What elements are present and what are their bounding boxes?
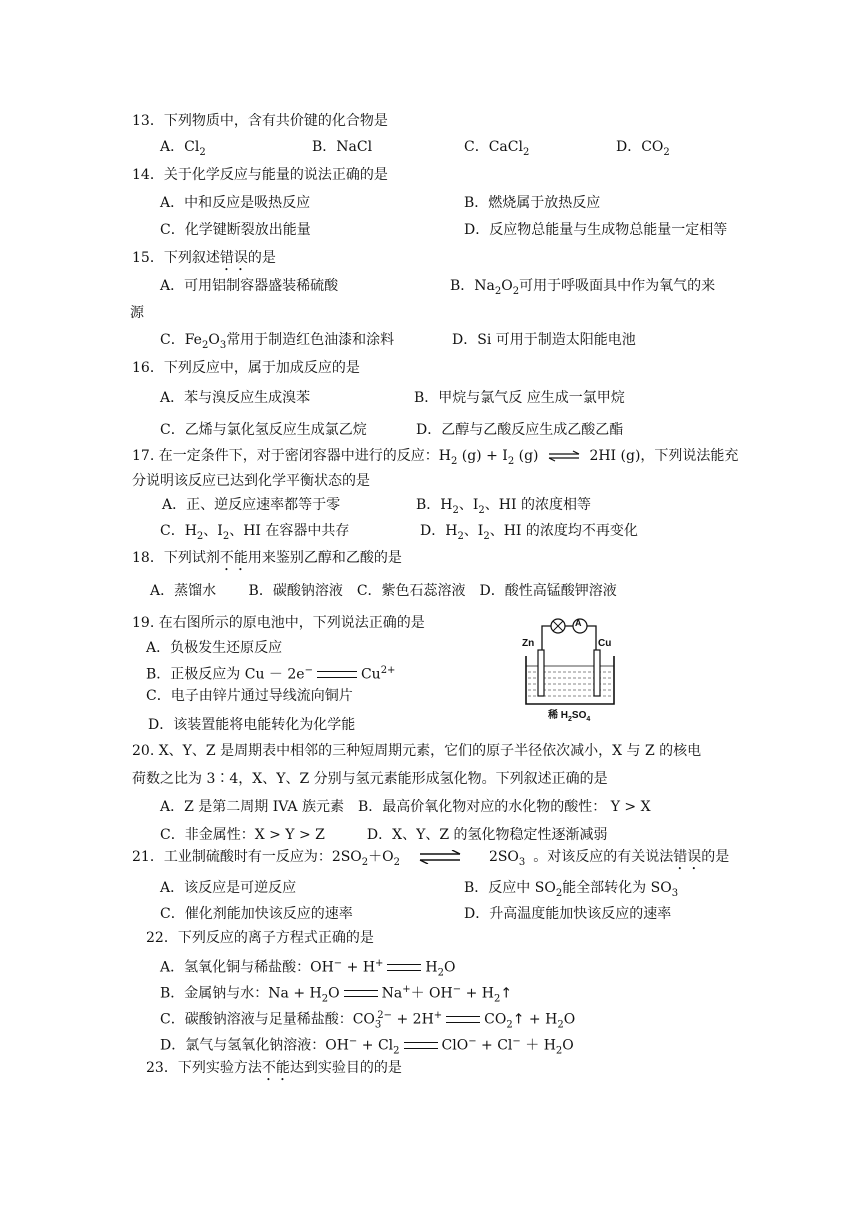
q16-option-d: D．乙醇与乙酸反应生成乙酸乙酯 bbox=[416, 422, 624, 438]
q14-option-a: A．中和反应是吸热反应 bbox=[160, 195, 311, 211]
q18-stem: 18．下列试剂不能用来鉴别乙醇和乙酸的是 bbox=[132, 550, 402, 566]
q22-option-c: C．碳酸钠溶液与足量稀盐酸：$CO_3^{2-} + 2H^+$ $CO_2↑ + H_2O$ bbox=[160, 1010, 576, 1031]
q14-option-b: B．燃烧属于放热反应 bbox=[464, 195, 601, 211]
q13-option-a: A．$Cl_2$ bbox=[160, 139, 206, 158]
q21-option-c: C．催化剂能加快该反应的速率 bbox=[160, 906, 353, 922]
equals-sign-icon bbox=[317, 671, 357, 678]
q15-option-b-wrap: 源 bbox=[130, 305, 144, 321]
q19-option-b: B．正极反应为 Cu － 2e− $Cu^{2+}$ bbox=[146, 665, 396, 683]
q15-option-d: D．Si 可用于制造太阳能电池 bbox=[452, 332, 636, 348]
q16-option-b: B．甲烷与氯气反 应生成一氯甲烷 bbox=[414, 390, 625, 406]
q17-stem: 17. 在一定条件下，对于密闭容器中进行的反应：$H_2$ $(g) + I_2$ (g) 2HI (g)，下列说法能充 bbox=[132, 448, 739, 467]
q13-stem: 13．下列物质中，含有共价键的化合物是 bbox=[132, 113, 388, 129]
reversible-arrow-icon bbox=[547, 450, 581, 462]
q23-stem: 23．下列实验方法不能达到实验目的的是 bbox=[146, 1060, 402, 1076]
q15-option-c: C．$Fe_2O_3$常用于制造红色油漆和涂料 bbox=[160, 332, 395, 351]
q22-option-a: A．氢氧化铜与稀盐酸：OH− + H+ $H_2O$ bbox=[160, 958, 456, 979]
q16-option-a: A．苯与溴反应生成溴苯 bbox=[160, 390, 311, 406]
q21-option-a: A．该反应是可逆反应 bbox=[160, 880, 297, 896]
q17-option-c: C．$H_2$、$I_2$、HI 在容器中共存 bbox=[160, 523, 350, 542]
zinc-electrode bbox=[538, 650, 544, 696]
q17-option-d: D．$H_2$、$I_2$、HI 的浓度均不再变化 bbox=[420, 523, 638, 542]
cu-label: Cu bbox=[598, 638, 612, 649]
galvanic-cell-figure bbox=[520, 614, 630, 724]
q15-option-b: B．$Na_2O_2$可用于呼吸面具中作为氧气的来 bbox=[450, 278, 716, 297]
q14-option-d: D．反应物总能量与生成物总能量一定相等 bbox=[464, 222, 728, 238]
q22-option-b: B．金属钠与水：$Na + H_2O$ $Na^++ OH^- + H_2↑$ bbox=[160, 984, 513, 1005]
q22-stem: 22．下列反应的离子方程式正确的是 bbox=[146, 930, 374, 946]
copper-electrode bbox=[594, 650, 600, 696]
zn-label: Zn bbox=[522, 638, 535, 649]
q15-stem: 15．下列叙述错误的是 bbox=[132, 250, 276, 266]
q13-option-b: B．NaCl bbox=[312, 139, 373, 155]
q20-stem: 20. X、Y、Z 是周期表中相邻的三种短周期元素，它们的原子半径依次减小，X 与 Z 的核电 bbox=[132, 743, 702, 759]
q22-option-d: D．氯气与氢氧化钠溶液：$OH^- + Cl_2$ $ClO^- + Cl^- + H_2O$ bbox=[160, 1036, 574, 1057]
q19-stem: 19. 在右图所示的原电池中，下列说法正确的是 bbox=[132, 615, 425, 631]
q19-option-d: D．该装置能将电能转化为化学能 bbox=[148, 717, 356, 733]
reversible-arrow-icon bbox=[418, 850, 462, 864]
q13-option-d: D．$CO_2$ bbox=[616, 139, 670, 158]
q20-options-cd: C．非金属性：X > Y > Z D．X、Y、Z 的氢化物稳定性逐渐减弱 bbox=[160, 827, 608, 843]
q17-option-b: B．$H_2$、$I_2$、HI 的浓度相等 bbox=[416, 497, 591, 516]
q17-option-a: A．正、逆反应速率都等于零 bbox=[162, 497, 341, 513]
q17-stem-line2: 分说明该反应已达到化学平衡状态的是 bbox=[132, 473, 370, 489]
q19-option-c: C．电子由锌片通过导线流向铜片 bbox=[146, 688, 353, 704]
q15-option-a: A．可用铝制容器盛装稀硫酸 bbox=[160, 278, 339, 294]
q20-stem-line2: 荷数之比为 3∶4，X、Y、Z 分别与氢元素能形成氢化物。下列叙述正确的是 bbox=[132, 771, 608, 787]
q14-stem: 14．关于化学反应与能量的说法正确的是 bbox=[132, 167, 388, 183]
equals-sign-icon bbox=[446, 1016, 480, 1023]
q19-option-a: A．负极发生还原反应 bbox=[146, 640, 283, 656]
q20-options-ab: A．Z 是第二周期 IVA 族元素 B．最高价氧化物对应的水化物的酸性： Y > X bbox=[160, 799, 651, 815]
q18-options: A．蒸馏水 B．碳酸钠溶液 C．紫色石蕊溶液 D．酸性高锰酸钾溶液 bbox=[150, 583, 617, 599]
equals-sign-icon bbox=[344, 990, 378, 997]
ammeter-label: A bbox=[575, 618, 582, 628]
q14-option-c: C．化学键断裂放出能量 bbox=[160, 222, 311, 238]
q21-stem: 21．工业制硫酸时有一反应为：$2SO_2+O_2$ $2SO_3$ 。对该反应的有关说法错误的是 bbox=[132, 849, 730, 868]
q16-option-c: C．乙烯与氯化氢反应生成氯乙烷 bbox=[160, 422, 367, 438]
q16-stem: 16．下列反应中，属于加成反应的是 bbox=[132, 360, 360, 376]
equals-sign-icon bbox=[404, 1042, 438, 1049]
q21-option-d: D．升高温度能加快该反应的速率 bbox=[464, 906, 672, 922]
q21-option-b: B．反应中 $SO_2$能全部转化为 $SO_3$ bbox=[464, 880, 679, 899]
acid-label: 稀 $H_2SO_4$ bbox=[548, 710, 591, 723]
q13-option-c: C．CaCl$_2$ bbox=[464, 139, 530, 158]
equals-sign-icon bbox=[387, 964, 421, 971]
